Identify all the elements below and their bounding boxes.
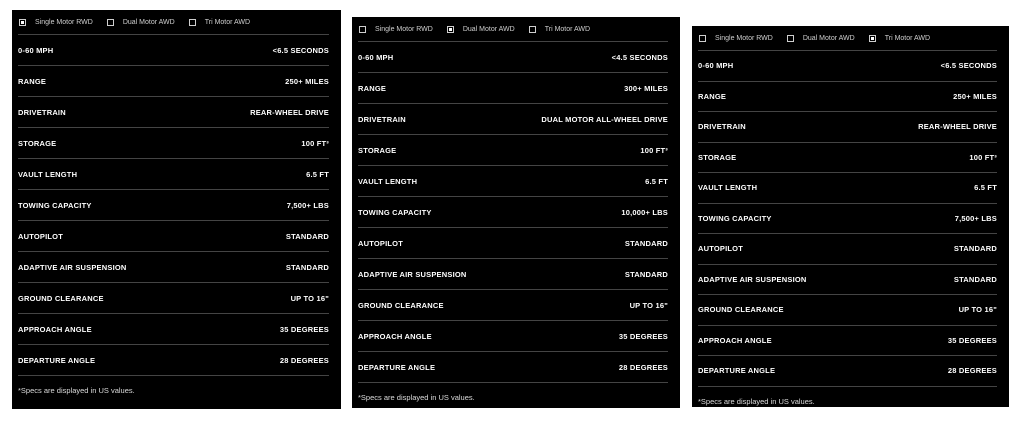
spec-row xyxy=(698,172,997,203)
spec-value: 7,500+ LBS xyxy=(954,213,997,223)
spec-label: DEPARTURE ANGLE xyxy=(698,366,776,376)
spec-label: 0-60 MPH xyxy=(698,61,734,71)
spec-row xyxy=(698,264,997,295)
spec-label: AUTOPILOT xyxy=(698,244,743,254)
checkbox-icon[interactable] xyxy=(359,26,366,33)
spec-row xyxy=(358,351,668,382)
spec-row xyxy=(698,142,997,173)
option-tri-motor-awd[interactable] xyxy=(529,26,590,33)
spec-value: 7,500+ LBS xyxy=(286,200,329,210)
spec-value: STANDARD xyxy=(624,269,668,279)
checkbox-icon[interactable] xyxy=(699,35,706,42)
spec-row xyxy=(18,282,329,313)
spec-value: DUAL MOTOR ALL-WHEEL DRIVE xyxy=(541,114,668,124)
spec-label: DRIVETRAIN xyxy=(18,107,66,117)
spec-panel-single-motor xyxy=(12,10,341,409)
spec-label: GROUND CLEARANCE xyxy=(358,300,444,310)
spec-row xyxy=(698,50,997,81)
spec-value: <6.5 SECONDS xyxy=(940,61,997,71)
spec-label: VAULT LENGTH xyxy=(358,176,418,186)
spec-label: TOWING CAPACITY xyxy=(698,213,772,223)
checkbox-icon[interactable] xyxy=(787,35,794,42)
option-label: Single Motor RWD xyxy=(35,18,93,26)
spec-row xyxy=(358,258,668,289)
spec-row xyxy=(18,34,329,65)
spec-label: 0-60 MPH xyxy=(18,45,54,55)
option-label: Single Motor RWD xyxy=(375,25,433,33)
motor-options xyxy=(352,17,680,41)
spec-value: REAR-WHEEL DRIVE xyxy=(250,107,329,117)
motor-options xyxy=(692,26,1009,50)
spec-row xyxy=(18,158,329,189)
spec-row xyxy=(18,96,329,127)
spec-value: 6.5 FT xyxy=(306,169,329,179)
spec-row xyxy=(18,127,329,158)
spec-value: STANDARD xyxy=(624,238,668,248)
spec-row xyxy=(358,196,668,227)
spec-value: 28 DEGREES xyxy=(947,366,997,376)
spec-label: ADAPTIVE AIR SUSPENSION xyxy=(358,269,467,279)
spec-row xyxy=(358,72,668,103)
spec-value: UP TO 16" xyxy=(958,305,997,315)
spec-row xyxy=(358,289,668,320)
spec-row xyxy=(698,203,997,234)
spec-value: UP TO 16" xyxy=(290,293,329,303)
spec-panel-dual-motor xyxy=(352,17,680,408)
spec-row xyxy=(698,325,997,356)
spec-row xyxy=(698,355,997,386)
option-label: Tri Motor AWD xyxy=(544,25,591,33)
option-label: Dual Motor AWD xyxy=(122,18,175,26)
option-label: Single Motor RWD xyxy=(715,34,773,42)
spec-row xyxy=(18,189,329,220)
specs-footnote: *Specs are displayed in US values. xyxy=(18,375,329,395)
spec-value: 250+ MILES xyxy=(285,76,329,86)
spec-label: ADAPTIVE AIR SUSPENSION xyxy=(698,274,807,284)
spec-label: TOWING CAPACITY xyxy=(18,200,92,210)
spec-label: AUTOPILOT xyxy=(18,231,63,241)
spec-value: 28 DEGREES xyxy=(279,355,329,365)
spec-value: 35 DEGREES xyxy=(618,331,668,341)
spec-row xyxy=(698,81,997,112)
spec-row xyxy=(18,220,329,251)
option-single-motor-rwd[interactable] xyxy=(699,35,773,42)
spec-label: TOWING CAPACITY xyxy=(358,207,432,217)
spec-label: DEPARTURE ANGLE xyxy=(358,362,436,372)
spec-label: STORAGE xyxy=(18,138,57,148)
spec-label: GROUND CLEARANCE xyxy=(18,293,104,303)
spec-value: STANDARD xyxy=(953,274,997,284)
checkbox-checked-icon[interactable] xyxy=(19,19,26,26)
option-dual-motor-awd[interactable] xyxy=(787,35,855,42)
option-dual-motor-awd[interactable] xyxy=(107,19,175,26)
spec-label: 0-60 MPH xyxy=(358,52,394,62)
spec-label: STORAGE xyxy=(698,152,737,162)
checkbox-checked-icon[interactable] xyxy=(447,26,454,33)
spec-label: RANGE xyxy=(358,83,387,93)
spec-value: 100 FT³ xyxy=(640,145,668,155)
spec-label: RANGE xyxy=(698,91,727,101)
spec-label: APPROACH ANGLE xyxy=(18,324,92,334)
spec-label: VAULT LENGTH xyxy=(18,169,78,179)
spec-value: 28 DEGREES xyxy=(618,362,668,372)
spec-label: RANGE xyxy=(18,76,47,86)
spec-value: 100 FT³ xyxy=(301,138,329,148)
option-label: Tri Motor AWD xyxy=(204,18,251,26)
checkbox-icon[interactable] xyxy=(529,26,536,33)
spec-row xyxy=(18,344,329,375)
spec-row xyxy=(18,313,329,344)
spec-row xyxy=(358,103,668,134)
spec-panel-tri-motor xyxy=(692,26,1009,407)
spec-row xyxy=(358,134,668,165)
spec-label: DRIVETRAIN xyxy=(358,114,406,124)
spec-value: 35 DEGREES xyxy=(279,324,329,334)
spec-value: 300+ MILES xyxy=(624,83,668,93)
spec-value: UP TO 16" xyxy=(629,300,668,310)
option-single-motor-rwd[interactable] xyxy=(359,26,433,33)
option-dual-motor-awd[interactable] xyxy=(447,26,515,33)
specs-footnote: *Specs are displayed in US values. xyxy=(698,386,997,406)
spec-row xyxy=(358,320,668,351)
checkbox-icon[interactable] xyxy=(189,19,196,26)
spec-label: GROUND CLEARANCE xyxy=(698,305,784,315)
spec-label: DRIVETRAIN xyxy=(698,122,746,132)
spec-row xyxy=(698,233,997,264)
checkbox-checked-icon[interactable] xyxy=(869,35,876,42)
option-single-motor-rwd[interactable] xyxy=(19,19,93,26)
spec-value: 100 FT³ xyxy=(969,152,997,162)
spec-label: VAULT LENGTH xyxy=(698,183,758,193)
spec-label: APPROACH ANGLE xyxy=(698,335,772,345)
spec-value: 10,000+ LBS xyxy=(621,207,668,217)
spec-row xyxy=(698,111,997,142)
spec-value: 35 DEGREES xyxy=(947,335,997,345)
spec-row xyxy=(358,41,668,72)
spec-row xyxy=(698,294,997,325)
spec-value: 250+ MILES xyxy=(953,91,997,101)
spec-value: 6.5 FT xyxy=(974,183,997,193)
spec-value: <4.5 SECONDS xyxy=(611,52,668,62)
spec-row xyxy=(358,227,668,258)
spec-label: ADAPTIVE AIR SUSPENSION xyxy=(18,262,127,272)
spec-value: <6.5 SECONDS xyxy=(272,45,329,55)
spec-label: STORAGE xyxy=(358,145,397,155)
option-label: Tri Motor AWD xyxy=(884,34,931,42)
spec-value: REAR-WHEEL DRIVE xyxy=(918,122,997,132)
spec-label: DEPARTURE ANGLE xyxy=(18,355,96,365)
spec-value: 6.5 FT xyxy=(645,176,668,186)
motor-options xyxy=(12,10,341,34)
checkbox-icon[interactable] xyxy=(107,19,114,26)
option-label: Dual Motor AWD xyxy=(462,25,515,33)
spec-row xyxy=(18,251,329,282)
option-tri-motor-awd[interactable] xyxy=(189,19,250,26)
option-tri-motor-awd[interactable] xyxy=(869,35,930,42)
spec-value: STANDARD xyxy=(285,231,329,241)
spec-value: STANDARD xyxy=(953,244,997,254)
spec-value: STANDARD xyxy=(285,262,329,272)
specs-footnote: *Specs are displayed in US values. xyxy=(358,382,668,402)
spec-label: AUTOPILOT xyxy=(358,238,403,248)
spec-label: APPROACH ANGLE xyxy=(358,331,432,341)
spec-row xyxy=(18,65,329,96)
option-label: Dual Motor AWD xyxy=(802,34,855,42)
spec-row xyxy=(358,165,668,196)
